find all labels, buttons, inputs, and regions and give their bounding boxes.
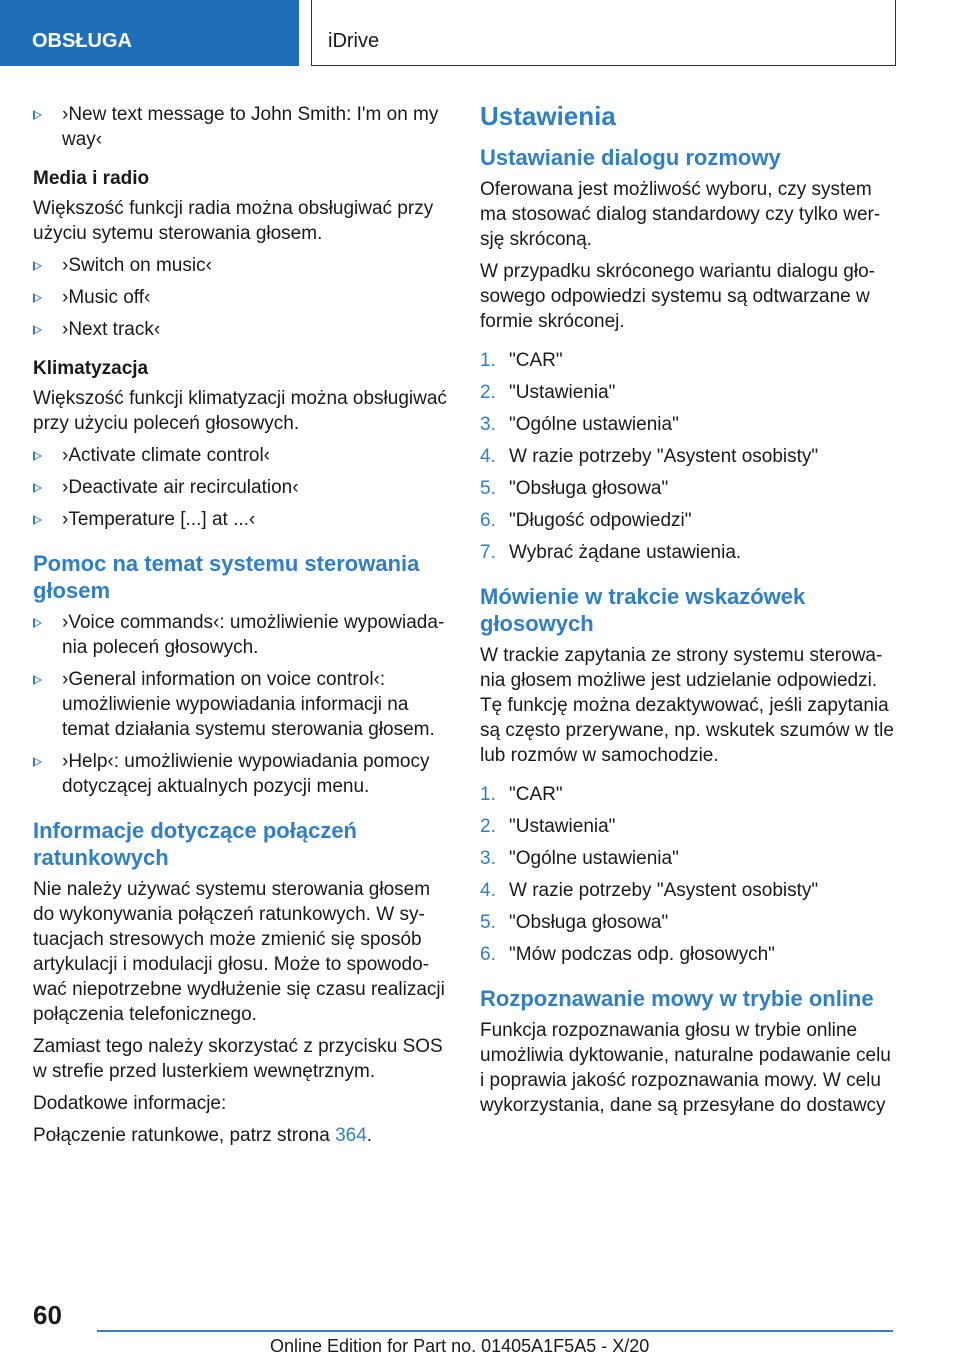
page-link[interactable]: 364 [335, 1125, 367, 1146]
list-item: ›Music off‹ [33, 285, 448, 310]
step-item: 3. "Ogólne ustawienia" [480, 414, 679, 435]
footer-divider [97, 1330, 893, 1332]
list-item: ›Help‹: umożliwienie wypowiadania pomocy dotyczącej aktualnych pozycji menu. [33, 749, 448, 799]
section-tab: OBSŁUGA [0, 0, 299, 66]
list-item: ›Next track‹ [33, 317, 448, 342]
dialog-heading: Ustawianie dialogu rozmowy [480, 145, 781, 170]
dialog-text-1: Oferowana jest możliwość wyboru, czy system ma stosować dialog standardowy czy tylko wersję skróconą. [480, 179, 881, 250]
triangle-bullet-icon [33, 261, 42, 271]
step-item: 1. "CAR" [480, 350, 563, 371]
list-item: ›New text message to John Smith: I'm on my way‹ [33, 102, 448, 152]
list-item: ›General information on voice control‹: umożliwienie wypowiadania informacji na temat działania systemu sterowania głosem. [33, 667, 448, 742]
list-item: ›Switch on music‹ [33, 253, 448, 278]
step-item: 4. W razie potrzeby "Asystent osobisty" [480, 446, 819, 467]
step-item: 6. "Długość odpowiedzi" [480, 510, 692, 531]
step-item: 5. "Obsługa głosowa" [480, 478, 669, 499]
climate-text: Większość funkcji klimatyzacji można obsługiwać przy użyciu poleceń głosowych. [33, 388, 447, 434]
list-item: ›Activate climate control‹ [33, 443, 448, 468]
triangle-bullet-icon [33, 675, 42, 685]
step-item: 2. "Ustawienia" [480, 816, 616, 837]
triangle-bullet-icon [33, 293, 42, 303]
climate-heading: Klimatyzacja [33, 358, 149, 379]
settings-title: Ustawienia [480, 101, 616, 131]
speaking-heading: Mówienie w trakcie wskazówek głosowych [480, 584, 806, 636]
step-item: 6. "Mów podczas odp. głosowych" [480, 944, 775, 965]
online-text: Funkcja rozpoznawania głosu w trybie online umożliwia dyktowanie, naturalne podawanie celu i poprawia jakość rozpoznawania mowy. W celu wykorzystania, dane są przesyłane do dostawcy [480, 1020, 891, 1116]
online-heading: Rozpoznawanie mowy w trybie online [480, 986, 874, 1011]
step-item: 4. W razie potrzeby "Asystent osobisty" [480, 880, 819, 901]
step-item: 1. "CAR" [480, 784, 563, 805]
list-item: ›Voice commands‹: umożliwienie wypowiadania poleceń głosowych. [33, 610, 448, 660]
emergency-text-2: Zamiast tego należy skorzystać z przycisku SOS w strefie przed lusterkiem wewnętrznym. [33, 1036, 443, 1082]
edition-text: Online Edition for Part no. 01405A1F5A5 - X/20 [270, 1336, 650, 1356]
step-item: 7. Wybrać żądane ustawienia. [480, 542, 742, 563]
step-item: 2. "Ustawienia" [480, 382, 616, 403]
triangle-bullet-icon [33, 757, 42, 767]
page-header [0, 0, 960, 66]
step-item: 5. "Obsługa głosowa" [480, 912, 669, 933]
right-column [480, 96, 895, 1125]
triangle-bullet-icon [33, 515, 42, 525]
triangle-bullet-icon [33, 483, 42, 493]
emergency-heading: Informacje dotyczące połączeń ratunkowych [33, 818, 357, 870]
dialog-text-2: W przypadku skróconego wariantu dialogu głosowego odpowiedzi systemu są odtwarzane w formie skróconej. [480, 261, 875, 332]
media-text: Większość funkcji radia można obsługiwać przy użyciu sytemu sterowania głosem. [33, 198, 434, 244]
emergency-reference: Połączenie ratunkowe, patrz strona 364. [33, 1125, 373, 1146]
triangle-bullet-icon [33, 618, 42, 628]
emergency-text-1: Nie należy używać systemu sterowania głosem do wykonywania połączeń ratunkowych. W sytuacjach stresowych może zmienić się sposób artykulacji i modulacji głosu. Może to spowodować niepotrzebne wydłużenie się czasu realizacji połączenia telefonicznego. [33, 879, 445, 1025]
left-column [33, 96, 448, 1155]
step-item: 3. "Ogólne ustawienia" [480, 848, 679, 869]
chapter-title: iDrive [311, 0, 896, 66]
triangle-bullet-icon [33, 451, 42, 461]
emergency-text-3: Dodatkowe informacje: [33, 1093, 227, 1114]
page-number: 60 [33, 1300, 62, 1330]
media-heading: Media i radio [33, 168, 150, 189]
list-item: ›Deactivate air recirculation‹ [33, 475, 448, 500]
triangle-bullet-icon [33, 110, 42, 120]
help-heading: Pomoc na temat systemu sterowania głosem [33, 551, 420, 603]
list-item: ›Temperature [...] at ...‹ [33, 507, 448, 532]
triangle-bullet-icon [33, 325, 42, 335]
speaking-text: W trackie zapytania ze strony systemu sterowania głosem możliwe jest udzielanie odpowiedzi. Tę funkcję można dezaktywować, jeśli zapytania są często przerywane, np. wskutek szumów w tle lub rozmów w samochodzie. [480, 645, 894, 766]
